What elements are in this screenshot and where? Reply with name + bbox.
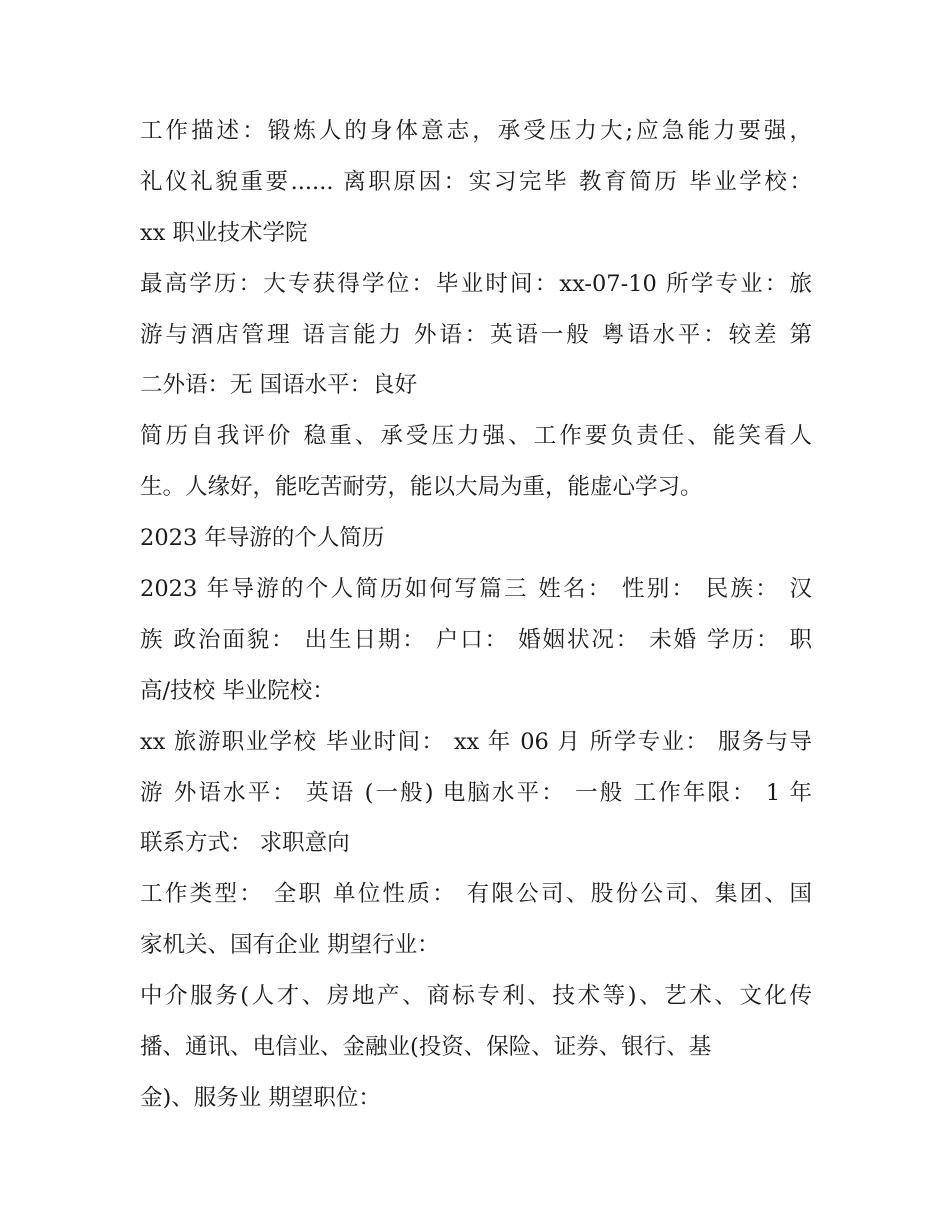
- paragraph-personal-info: [140, 564, 812, 717]
- paragraph-industry: [140, 971, 812, 1124]
- text-line: 游与酒店管理 语言能力 外语：英语一般 粤语水平：较差 第: [140, 321, 812, 348]
- heading-text: 2023 年导游的个人简历: [140, 525, 385, 552]
- text-line: 中介服务(人才、房地产、商标专利、技术等)、艺术、文化传: [140, 983, 812, 1010]
- text-line: 游 外语水平： 英语 (一般) 电脑水平： 一般 工作年限： 1 年: [140, 779, 812, 806]
- text-line: 礼仪礼貌重要...... 离职原因：实习完毕 教育简历 毕业学校：: [140, 168, 812, 195]
- text-line: 简历自我评价 稳重、承受压力强、工作要负责任、能笑看人: [140, 423, 812, 450]
- paragraph-job-type: [140, 869, 812, 971]
- document-body: [140, 106, 812, 1124]
- text-line: 二外语：无 国语水平：良好: [140, 372, 418, 399]
- text-line: 生。人缘好，能吃苦耐劳，能以大局为重，能虚心学习。: [140, 474, 703, 501]
- text-line: xx 职业技术学院: [140, 219, 308, 246]
- paragraph-self-evaluation: [140, 411, 812, 513]
- text-line: 联系方式： 求职意向: [140, 830, 350, 857]
- text-line: 高/技校 毕业院校：: [140, 677, 335, 704]
- paragraph-work-description: [140, 106, 812, 259]
- text-line: 最高学历：大专获得学位：毕业时间：xx-07-10 所学专业：旅: [140, 270, 812, 297]
- text-line: 2023 年导游的个人简历如何写篇三 姓名： 性别： 民族： 汉: [140, 576, 812, 603]
- paragraph-education: [140, 259, 812, 412]
- text-line: xx 旅游职业学校 毕业时间： xx 年 06 月 所学专业： 服务与导: [140, 728, 812, 755]
- text-line: 工作类型： 全职 单位性质： 有限公司、股份公司、集团、国: [140, 881, 812, 908]
- text-line: 族 政治面貌： 出生日期： 户口： 婚姻状况： 未婚 学历： 职: [140, 626, 812, 653]
- paragraph-school-info: [140, 717, 812, 870]
- section-heading: [140, 513, 812, 564]
- text-line: 金)、服务业 期望职位：: [140, 1084, 381, 1111]
- text-line: 工作描述：锻炼人的身体意志，承受压力大;应急能力要强，: [140, 118, 812, 144]
- text-line: 播、通讯、电信业、金融业(投资、保险、证券、银行、基: [140, 1034, 712, 1061]
- text-line: 家机关、国有企业 期望行业：: [140, 932, 440, 959]
